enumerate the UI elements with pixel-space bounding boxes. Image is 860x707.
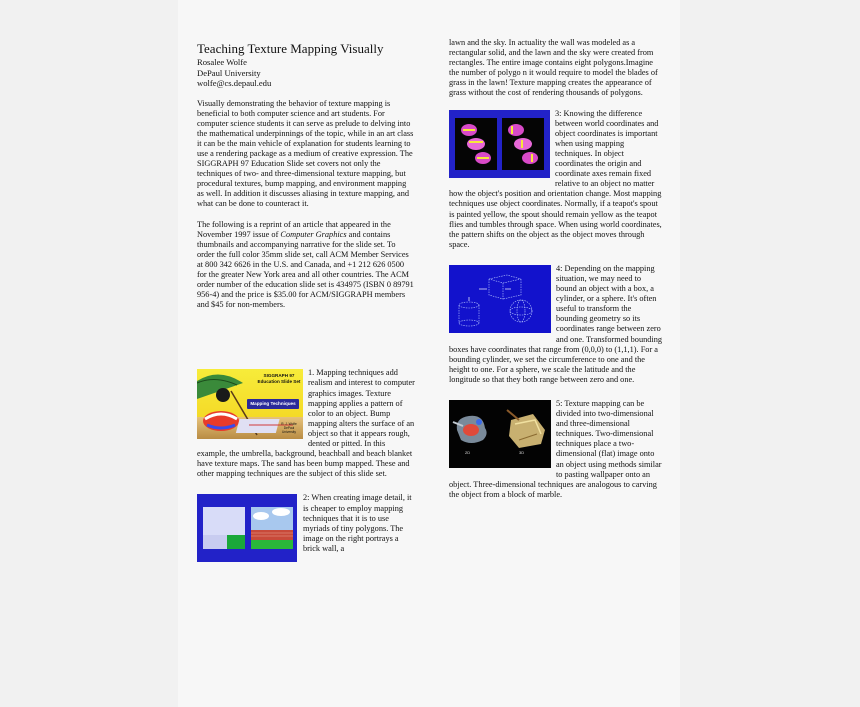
reprint-text-end: and contains thumbnails and accompanying narrative for the slide set. To order the full color 35mm slide set, call ACM Member Services at 800 342 6626 in the U.S. and Canada, and +1 212 626 0500 for the greater New York area and all other countries. The ACM order number of the education slide set is 434975 (ISBN 0 89791 956-4) and the price is $35.00 for ACM/SIGGRAPH members and $45 for non-members. (197, 229, 414, 310)
slide-5-label-2d: 2D (465, 450, 471, 455)
author-name: Rosalee Wolfe (197, 57, 247, 67)
slide-3-caption: 3: Knowing the difference between world coordinates and object coordinates is important when using mapping techniques. In object coordinates the origin and coordinate axes remain fixed relative to an object no matter how the object's position and orientation change. Most mapping techniques use object coordinates. Normally, if a teapot's spout is painted yellow, the spout should remain yellow as the teapot flies and tumbles through space. When using world coordinates, the pattern shifts on the object as the object moves through space. (449, 108, 662, 249)
reprint-paragraph (197, 220, 415, 311)
slide-4-thumbnail (449, 265, 551, 333)
slide-3-thumbnail (449, 110, 550, 178)
left-column (197, 38, 415, 578)
journal-name: Computer Graphics (280, 229, 347, 239)
slide-3-item (449, 109, 663, 250)
slide-1-thumb-credit: R. J. Wolfe DePaul University (281, 422, 297, 434)
reprint-text-start: The following is a reprint of an article that appeared in the November 1997 issue of (197, 219, 391, 239)
slide-4-item (449, 264, 663, 385)
slide-2-item (197, 493, 415, 564)
slide-5-thumbnail (449, 400, 551, 468)
right-column (449, 38, 663, 514)
slide-2-thumbnail (197, 494, 297, 562)
paper-title: Teaching Texture Mapping Visually (197, 41, 384, 56)
slide-2-caption-continued: lawn and the sky. In actuality the wall was modeled as a rectangular solid, and the lawn and the sky were created from rectangles. The entire image contains eight polygons.Imagine the number of polygo n it would require to model the blades of grass in the lawn! Texture mapping creates the appearance of grass without the cost of rendering thousands of polygons. (449, 38, 658, 98)
slide-1-thumbnail (197, 369, 303, 439)
slide-1-caption: 1. Mapping techniques add realism and interest to computer graphics images. Texture mapping applies a pattern of color to an object. Bump mapping alters the surface of an object so that it appears rough, dented or pitted. In this example, the umbrella, background, beachball and beach blanket have texture maps. The sand has been bump mapped. These and other mapping techniques are the subject of this slide set. (197, 368, 415, 479)
slide-5-label-3d: 3D (519, 450, 525, 455)
slide-1-thumb-title: SIGGRAPH 97 Education Slide Set (257, 373, 301, 384)
slide-1-thumb-subtitle: Mapping Techniques (250, 401, 296, 407)
slide-5-item (449, 399, 663, 500)
author-email: wolfe@cs.depaul.edu (197, 78, 272, 88)
author-affiliation: DePaul University (197, 67, 261, 78)
slide-5-caption: 5: Texture mapping can be divided into two-dimensional and three-dimensional techniques. Two-dimensional techniques place a two-dimensional (flat) image onto an object using methods similar to pasting wallpaper onto an object. Three-dimensional techniques are analogous to carving the object from a block of marble. (449, 399, 662, 499)
slide-2-caption: 2: When creating image detail, it is cheaper to employ mapping techniques that it is to use myriads of tiny polygons. The image on the right portrays a brick wall, a (303, 493, 412, 553)
slide-1-item (197, 368, 415, 479)
slide-4-caption: 4: Depending on the mapping situation, we may need to bound an object with a box, a cylinder, or a sphere. It's often useful to transform the bounding geometry so its coordinates range between zero and one. Transformed bounding boxes have coordinates that range from (0,0,0) to (1,1,1). For a bounding cylinder, we set the circumference to one and the height to one. For a sphere, we scale the latitude and the longitude so that they both range between zero and one. (449, 263, 663, 384)
abstract-paragraph: Visually demonstrating the behavior of texture mapping is beneficial to both computer science and art students. For computer science students it can serve as prelude to delving into the mathematical underpinnings of the topic, while in an art class it can be the main vehicle of explanation for students learning to use a rendering package as a medium of creative expression. The SIGGRAPH 97 Education Slide set covers not only the techniques of two- and three-dimensional texture mapping, but procedural textures, bump mapping, and environment mapping as well. In addition it discusses aliasing in texture mapping, and what can be done to counteract it. (197, 98, 414, 209)
